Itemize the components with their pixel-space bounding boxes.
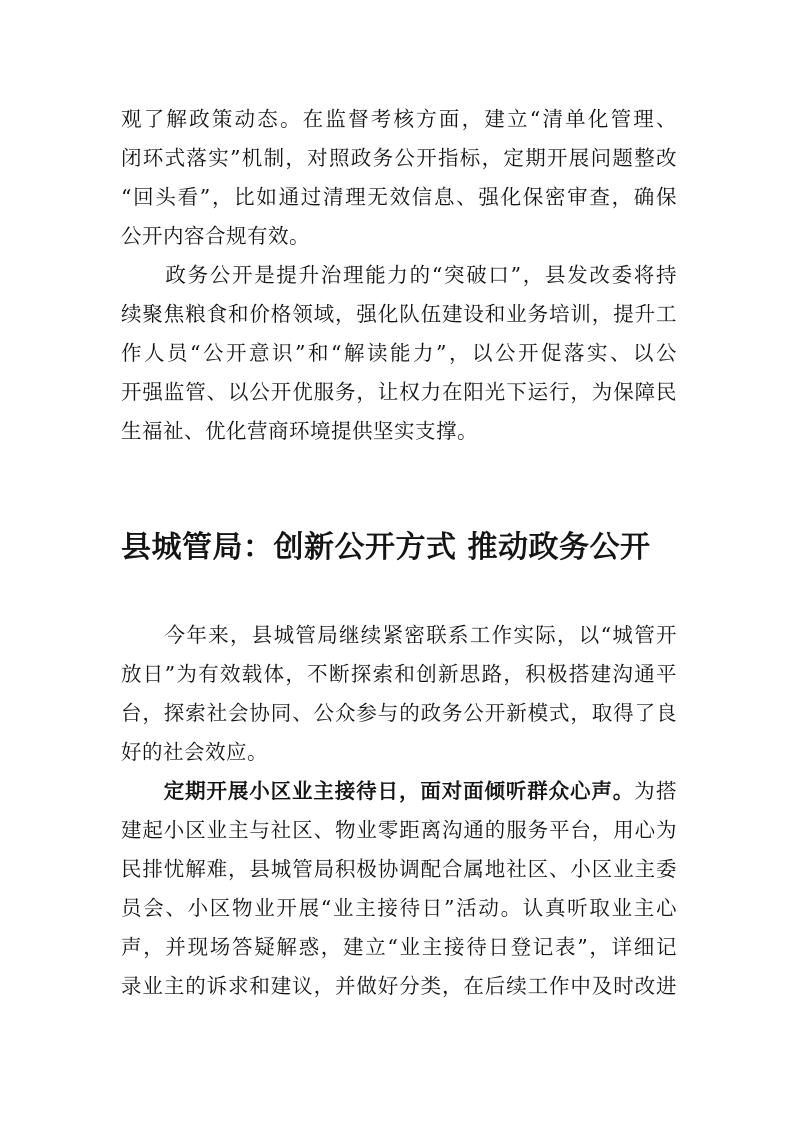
text-line: 今年来，县城管局继续紧密联系工作实际，以“城管开 [121, 623, 677, 647]
text-line: 声，并现场答疑解惑，建立“业主接待日登记表”，详细记 [121, 935, 677, 959]
bold-lead-sentence: 定期开展小区业主接待日，面对面倾听群众心声。 [121, 779, 635, 803]
text-line: 生福祉、优化营商环境提供坚实支撑。 [121, 419, 478, 443]
text-line: 建起小区业主与社区、物业零距离沟通的服务平台，用心为 [121, 818, 677, 842]
text-line: 员会、小区物业开展“业主接待日”活动。认真听取业主心 [121, 896, 677, 920]
text-line: 台，探索社会协同、公众参与的政务公开新模式，取得了良 [121, 701, 677, 725]
text-line: 开强监管、以公开优服务，让权力在阳光下运行，为保障民 [121, 380, 677, 404]
text-line: “回头看”，比如通过清理无效信息、强化保密审查，确保 [121, 185, 677, 209]
text-line: 好的社会效应。 [121, 740, 268, 764]
lead-tail: 为搭 [634, 779, 678, 803]
text-line [121, 772, 677, 811]
text-line: 观了解政策动态。在监督考核方面，建立“清单化管理、 [121, 107, 677, 131]
text-line: 政务公开是提升治理能力的“突破口”，县发改委将持 [121, 263, 677, 287]
paragraph-summary [121, 256, 677, 451]
section-heading: 县城管局：创新公开方式 推动政务公开 [121, 530, 651, 565]
paragraph-supervision [121, 100, 677, 256]
text-line: 闭环式落实”机制，对照政务公开指标，定期开展问题整改 [121, 146, 677, 170]
text-line: 公开内容合规有效。 [121, 224, 310, 248]
paragraph-intro [121, 616, 677, 772]
paragraph-owner-reception [121, 772, 677, 1006]
text-line: 录业主的诉求和建议，并做好分类，在后续工作中及时改进 [121, 974, 677, 998]
text-line: 续聚焦粮食和价格领域，强化队伍建设和业务培训，提升工 [121, 302, 677, 326]
text-line: 民排忧解难，县城管局积极协调配合属地社区、小区业主委 [121, 857, 677, 881]
text-line: 作人员“公开意识”和“解读能力”，以公开促落实、以公 [121, 341, 677, 365]
text-line: 放日”为有效载体，不断探索和创新思路，积极搭建沟通平 [121, 662, 677, 686]
